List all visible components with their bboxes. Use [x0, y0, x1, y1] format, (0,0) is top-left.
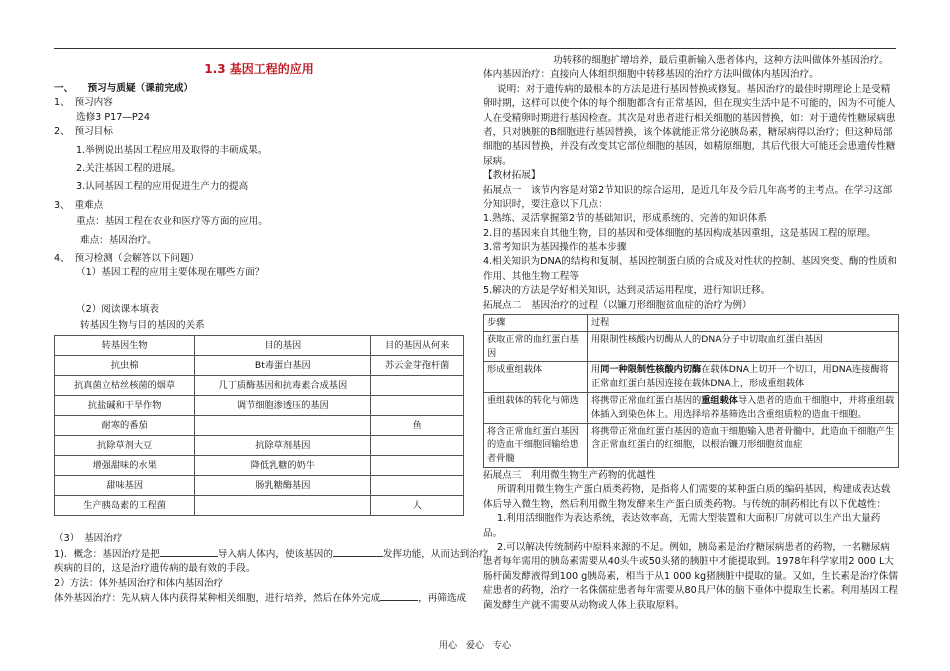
table-cell: 几丁质酶基因和抗毒素合成基因: [195, 376, 371, 396]
answer-blank[interactable]: [333, 547, 383, 557]
method-line: 2）方法：体外基因治疗和体内基因治疗: [54, 577, 224, 589]
list-item: 4.相关知识为DNA的结构和复制、基因控制蛋白质的合成及对性状的控制、基因突变、酶的性质和作用、其他生物工程等: [483, 256, 898, 282]
list-item: 3.常考知识为基因操作的基本步骤: [483, 242, 627, 254]
step-cell: 获取正常的血红蛋白基因: [484, 331, 588, 362]
table-row: [484, 331, 899, 362]
bold-text: 重组载体: [701, 395, 738, 407]
right-column: [483, 54, 899, 613]
answer-blank[interactable]: [160, 547, 218, 557]
table-cell: [371, 396, 464, 416]
table-cell: [371, 376, 464, 396]
column-header: 目的基因从何来: [371, 336, 464, 356]
in-vivo-therapy: 体内基因治疗：直接向人体组织细胞中转移基因的治疗方法叫做体内基因治疗。: [483, 69, 819, 81]
key-point: 重点：基因工程在农业和医疗等方面的应用。: [76, 216, 268, 228]
table-row: [55, 476, 464, 496]
table-cell: [371, 476, 464, 496]
left-column: [54, 54, 489, 606]
concept-continuation: 疾病的目的，这是治疗遗传病的最有效的手段。: [54, 563, 256, 575]
table-row: [55, 436, 464, 456]
text-run: 用: [591, 364, 601, 376]
process-cell: [588, 423, 899, 467]
difficult-point: 难点：基因治疗。: [80, 234, 157, 246]
preview-content: 选修3 P17—P24: [76, 111, 150, 123]
text-run: 导入病人体内，使该基因的: [217, 548, 333, 560]
table-cell: 人: [371, 496, 464, 516]
item-heading: 2、 预习目标: [54, 126, 113, 138]
text-run: 将携带正常血红蛋白基因的: [591, 395, 702, 407]
table-cell: 抗真菌立枯丝核菌的烟草: [55, 376, 195, 396]
step-cell: 重组载体的转化与筛选: [484, 393, 588, 424]
page-title: 1.3 基因工程的应用: [204, 62, 314, 76]
goal-item: 1.举例说出基因工程应用及取得的丰硕成果。: [76, 144, 268, 156]
text-run: ，再筛选成: [418, 593, 467, 605]
gene-therapy-table: [483, 314, 899, 468]
bold-text: 同一种限制性核酸内切酶: [600, 364, 702, 376]
table-cell: 调节细胞渗透压的基因: [195, 396, 371, 416]
text-run: 1)．概念：基因治疗是把: [54, 548, 160, 560]
column-header: 目的基因: [195, 336, 371, 356]
step-cell: 将含正常血红蛋白基因的造血干细胞回输给患者骨髓: [484, 423, 588, 467]
table-cell: 鱼: [371, 416, 464, 436]
section-heading: 一、 预习与质疑（课前完成）: [54, 83, 194, 94]
table-row: [55, 376, 464, 396]
item-heading: 1、 预习内容: [54, 97, 113, 109]
advantage-2: 2.可以解决传统制药中原料来源的不足。例如，胰岛素是治疗糖尿病患者的药物，一名糖尿病患者每年需用的胰岛素需要从40头牛或50头猪的胰脏中才能提取到。1978年科学家用2 000 L大肠杆菌发酵液得到100 g胰岛素，相当于从1 000 kg猪胰脏中提取的量。又如，生长素是治疗侏儒症患者的药物，治疗一名侏儒症患者每年需要从80具尸体的脑下垂体中提取生长素。利用基因工程菌发酵生产就不需要从动物或人体上获取原料。: [483, 541, 899, 611]
table-row: [484, 393, 899, 424]
column-header: 转基因生物: [55, 336, 195, 356]
table-cell: 抗虫棉: [55, 356, 195, 376]
table-row: [55, 356, 464, 376]
goal-item: 3.认同基因工程的应用促进生产力的提高: [76, 181, 249, 193]
table-row: [484, 423, 899, 467]
extension-point-2: 拓展点二 基因治疗的过程（以镰刀形细胞贫血症的治疗为例）: [483, 299, 752, 311]
table-row: [55, 496, 464, 516]
table-cell: [195, 496, 371, 516]
fill-in-concept: [54, 547, 489, 562]
table-cell: 抗除草剂基因: [195, 436, 371, 456]
text-run: 在载体DNA上切开一个切口，用DNA连接酶将正常血红蛋白基因连接在载体DNA上，形成重组载体: [591, 364, 889, 390]
question-2: （2）阅读课本填表: [76, 303, 159, 315]
advantage-paragraph: 所谓利用微生物生产蛋白质类药物，是指将人们需要的某种蛋白质的编码基因，构建成表达载体后导入微生物，然后利用微生物发酵来生产蛋白质类药物。与传统的制药相比有以下优越性：: [483, 484, 891, 510]
explanation-paragraph: 说明：对于遗传病的最根本的方法是进行基因替换或修复。基因治疗的最佳时期理论上是受精卵时期，这样可以使个体的每个细胞都含有正常基因，但在现实生活中是不可能的，因为不可能人人在受精卵时期进行基因检查。其次是对患者进行相关细胞的基因替换，如：对于遗传性糖尿病患者，只对胰脏的B细胞进行基因替换，该个体就能正常分泌胰岛素，糖尿病得以治疗；但这种局部细胞的基因替换，并没有改变其它部位细胞的基因，如精原细胞，其后代很大可能还会患遗传性糖尿病。: [483, 83, 896, 167]
extension-point-1: 拓展点一 该节内容是对第2节知识的综合运用，是近几年及今后几年高考的主考点。在学习这部分知识时，要注意以下几点：: [483, 184, 893, 210]
text-run: 导入患者的造血干细胞中，并将重组载体插入到染色体上。用选择培养基筛选出含重组质粒的造血干细胞。: [591, 395, 895, 420]
table-row: [55, 396, 464, 416]
table-caption: 转基因生物与目的基因的关系: [80, 320, 205, 332]
process-cell: [588, 331, 899, 362]
question-3: （3） 基因治疗: [54, 533, 123, 545]
question-1: （1）基因工程的应用主要体现在哪些方面？: [76, 267, 265, 279]
table-cell: Bt毒蛋白基因: [195, 356, 371, 376]
extension-heading: 【教材拓展】: [483, 170, 541, 182]
table-cell: [195, 416, 371, 436]
table-row: [484, 362, 899, 393]
transgenic-table: [54, 335, 464, 516]
table-cell: 抗盐碱和干旱作物: [55, 396, 195, 416]
table-cell: [371, 436, 464, 456]
table-cell: 肠乳糖酶基因: [195, 476, 371, 496]
continued-text: 功转移的细胞扩增培养，最后重新输入患者体内，这种方法叫做体外基因治疗。: [553, 55, 889, 66]
process-cell: [588, 362, 899, 393]
text-run: 用限制性核酸内切酶从人的DNA分子中切取血红蛋白基因: [591, 333, 823, 345]
text-run: 将携带正常血红蛋白基因的造血干细胞输入患者骨髓中，此造血干细胞产生含正常血红蛋白的红细胞，以根治镰刀形细胞贫血症: [591, 425, 895, 451]
in-vitro-therapy: [54, 591, 467, 606]
table-header-row: [484, 315, 899, 332]
table-cell: 甜味基因: [55, 476, 195, 496]
text-run: 发挥功能，从而达到治疗: [382, 548, 489, 560]
table-cell: 生产胰岛素的工程菌: [55, 496, 195, 516]
page-footer: 用心 爱心 专心: [438, 641, 511, 651]
process-cell: [588, 393, 899, 424]
table-cell: 增强甜味的水果: [55, 456, 195, 476]
extension-point-3: 拓展点三 利用微生物生产药物的优越性: [483, 470, 656, 481]
list-item: 5.解决的方法是学好相关知识，达到灵活运用程度，进行知识迁移。: [483, 285, 771, 297]
answer-blank[interactable]: [380, 591, 418, 601]
table-row: [55, 456, 464, 476]
table-cell: [371, 456, 464, 476]
list-item: 1.熟练、灵活掌握第2节的基础知识，形成系统的、完善的知识体系: [483, 213, 767, 225]
text-run: 体外基因治疗：先从病人体内获得某种相关细胞，进行培养，然后在体外完成: [54, 593, 381, 605]
table-row: [55, 416, 464, 436]
advantage-1: 1.利用活细胞作为表达系统，表达效率高，无需大型装置和大面积厂房就可以生产出大量药品。: [483, 513, 881, 539]
item-heading: 4、 预习检测（会解答以下问题）: [54, 252, 200, 264]
table-cell: 耐寒的番茄: [55, 416, 195, 436]
column-header: 过程: [588, 315, 899, 332]
goal-item: 2.关注基因工程的进展。: [76, 162, 182, 174]
table-cell: 抗除草剂大豆: [55, 436, 195, 456]
list-item: 2.目的基因来自其他生物，目的基因和受体细胞的基因构成基因重组，这是基因工程的原理。: [483, 227, 876, 239]
item-heading: 3、 重难点: [54, 199, 104, 211]
step-cell: 形成重组载体: [484, 362, 588, 393]
table-header-row: [55, 336, 464, 356]
table-cell: 苏云金芽孢杆菌: [371, 356, 464, 376]
column-header: 步骤: [484, 315, 588, 332]
table-cell: 降低乳糖的奶牛: [195, 456, 371, 476]
header-rule: [54, 48, 896, 49]
